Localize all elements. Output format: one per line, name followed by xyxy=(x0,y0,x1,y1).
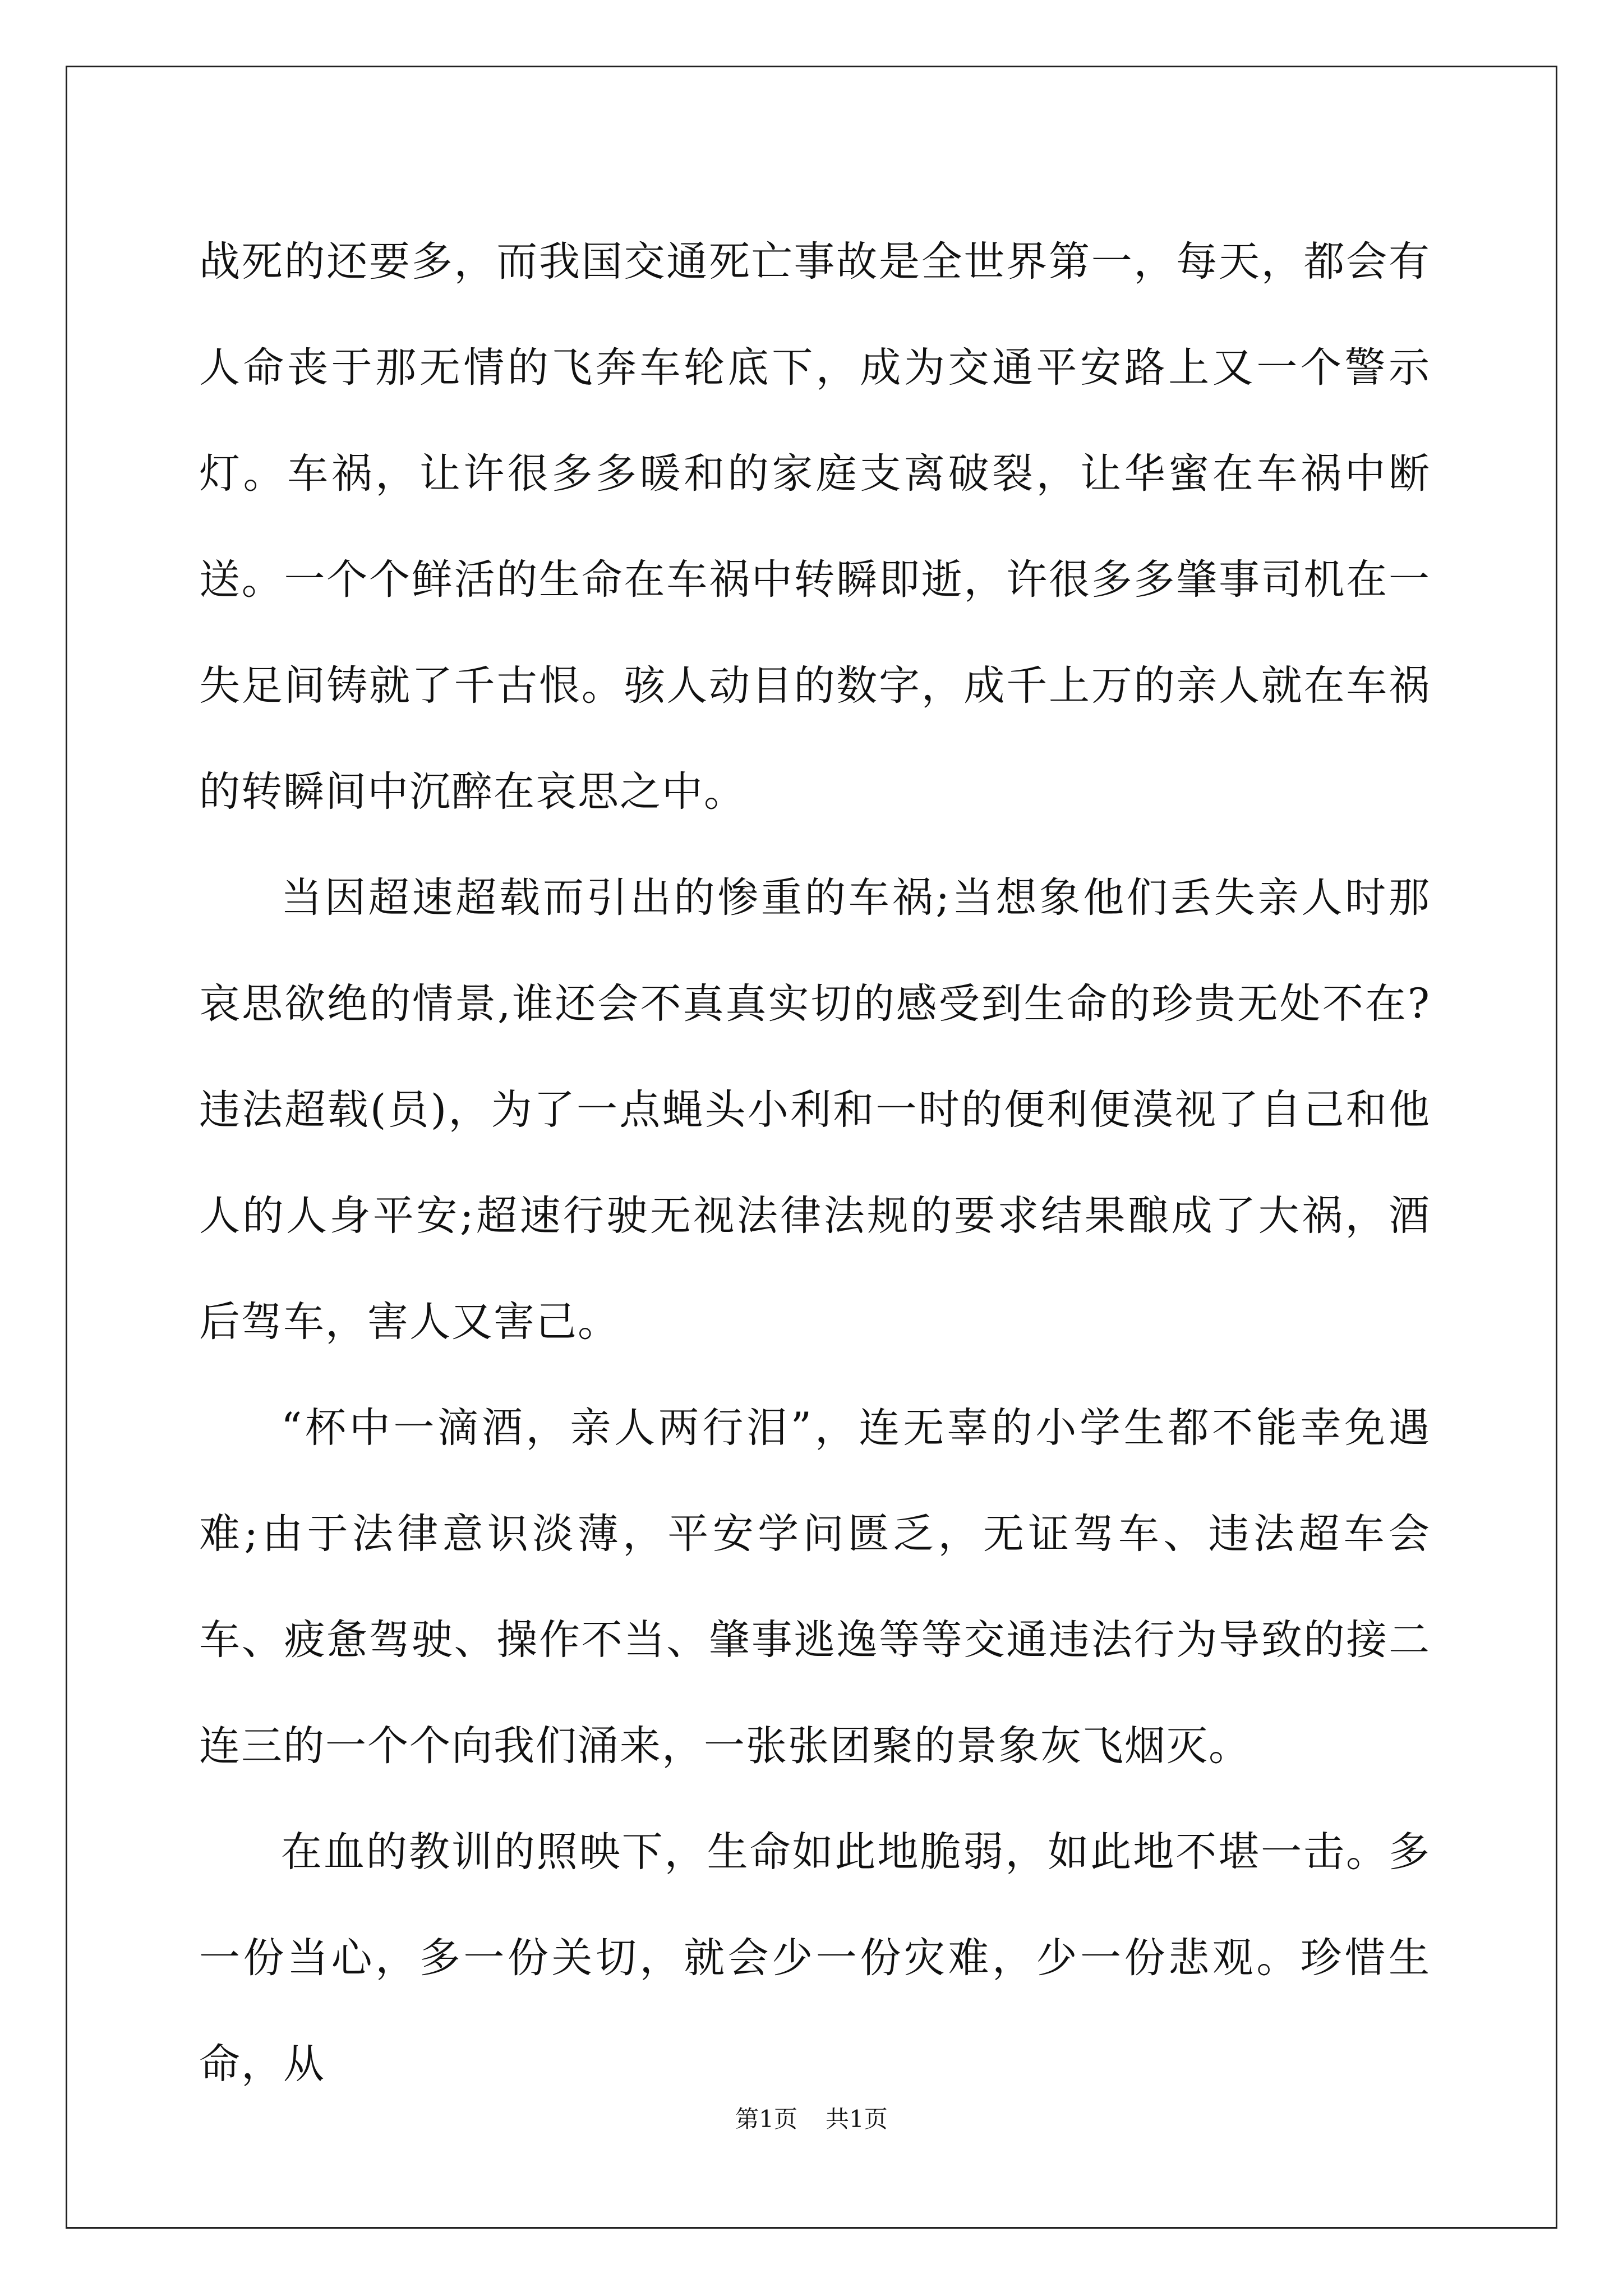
document-body xyxy=(199,209,1431,2117)
page-footer xyxy=(0,2102,1623,2136)
paragraph-3: “杯中一滴酒，亲人两行泪”，连无辜的小学生都不能幸免遇难;由于法律意识淡薄，平安学问匮乏，无证驾车、违法超车会车、疲惫驾驶、操作不当、肇事逃逸等等交通违法行为导致的接二连三的一个个向我们涌来，一张张团聚的景象灰飞烟灭。 xyxy=(199,1404,1431,1770)
paragraph-1: 战死的还要多，而我国交通死亡事故是全世界第一，每天，都会有人命丧于那无情的飞奔车轮底下，成为交通平安路上又一个警示灯。车祸，让许很多多暖和的家庭支离破裂，让华蜜在车祸中断送。一个个鲜活的生命在车祸中转瞬即逝，许很多多肇事司机在一失足间铸就了千古恨。骇人动目的数字，成千上万的亲人就在车祸的转瞬间中沉醉在哀思之中。 xyxy=(199,238,1431,816)
page-number-total: 共1页 xyxy=(826,2105,888,2133)
paragraph-4: 在血的教训的照映下，生命如此地脆弱，如此地不堪一击。多一份当心，多一份关切，就会少一份灾难，少一份悲观。珍惜生命，从 xyxy=(199,1828,1431,2088)
page-number-current: 第1页 xyxy=(735,2105,797,2133)
paragraph-2: 当因超速超载而引出的惨重的车祸;当想象他们丢失亲人时那哀思欲绝的情景,谁还会不真真实切的感受到生命的珍贵无处不在?违法超载(员)，为了一点蝇头小利和一时的便利便漠视了自己和他人的人身平安;超速行驶无视法律法规的要求结果酿成了大祸，酒后驾车，害人又害己。 xyxy=(199,874,1431,1346)
